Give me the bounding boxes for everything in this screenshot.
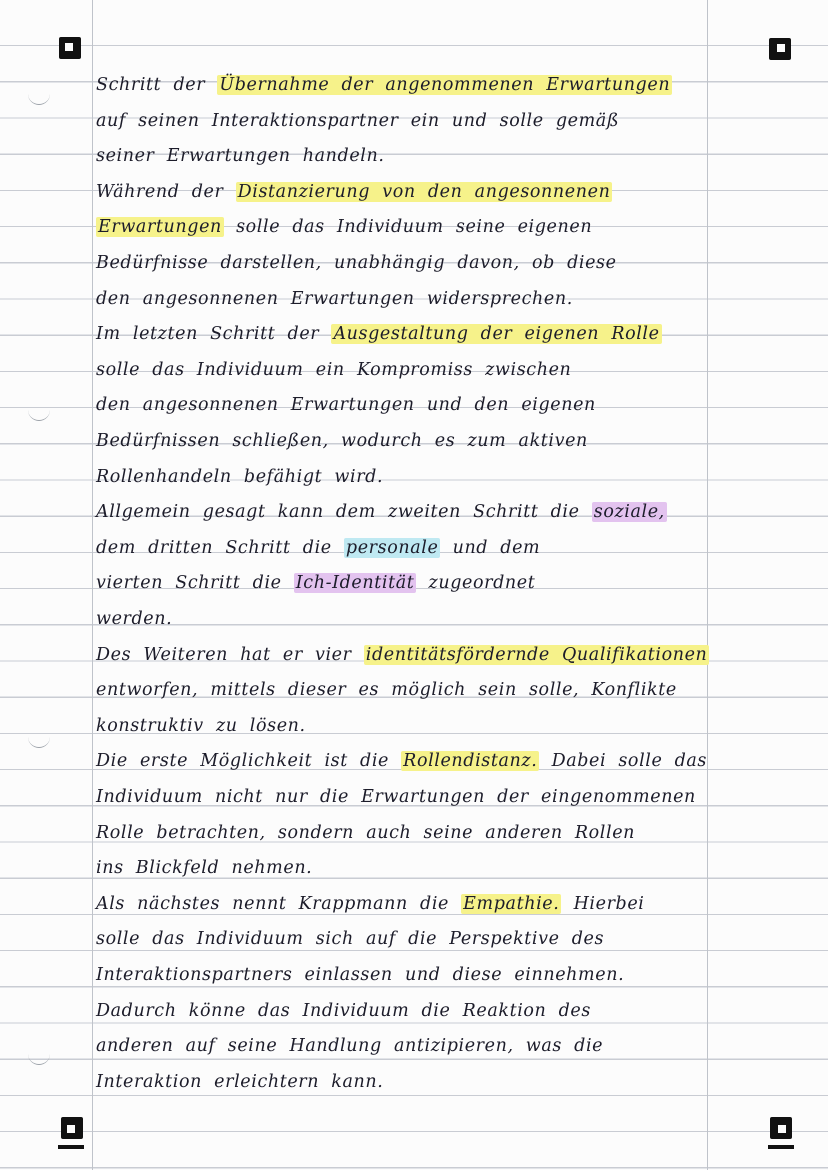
highlighted-term: Rollendistanz.	[403, 751, 538, 772]
text-segment: Rollenhandeln befähigt wird.	[96, 466, 384, 487]
text-line	[96, 426, 588, 456]
text-line	[96, 319, 662, 349]
text-segment: den angesonnenen Erwartungen und den eigenen	[96, 395, 596, 416]
text-line	[96, 248, 617, 278]
text-line	[96, 1067, 383, 1097]
corner-marker-bottom-right-icon	[770, 1117, 792, 1139]
text-line	[96, 1031, 603, 1061]
text-line	[96, 355, 571, 385]
right-margin-line	[707, 0, 708, 1170]
left-margin-line	[92, 0, 93, 1170]
text-line	[96, 106, 619, 136]
text-segment: und dem	[440, 537, 541, 558]
text-segment: Schritt der	[96, 75, 218, 95]
text-line	[96, 604, 172, 634]
text-segment: Interaktionspartners einlassen und diese einnehmen.	[96, 965, 625, 985]
text-segment: solle das Individuum seine eigenen	[223, 217, 593, 238]
text-segment: Im letzten Schritt der	[96, 324, 332, 345]
text-segment: Hierbei	[561, 893, 645, 914]
text-segment: Rolle betrachten, sondern auch seine anderen Rollen	[96, 822, 636, 843]
text-segment: Bedürfnissen schließen, wodurch es zum aktiven	[96, 431, 588, 451]
text-segment: anderen auf seine Handlung antizipieren, was die	[96, 1036, 604, 1057]
text-segment: Des Weiteren hat er vier	[96, 644, 364, 665]
punch-hole	[28, 1052, 50, 1065]
corner-bar-left	[58, 1145, 84, 1149]
text-segment: auf seinen Interaktionspartner ein und solle gemäß	[96, 110, 620, 131]
highlighted-term: personale	[345, 537, 439, 558]
highlighted-term: Empathie.	[463, 893, 560, 914]
highlighted-term: Ich-Identität	[295, 573, 415, 594]
text-segment: Dabei solle das	[539, 751, 707, 772]
text-line	[96, 390, 596, 420]
text-line	[96, 70, 672, 100]
text-line	[96, 711, 306, 741]
text-segment: Die erste Möglichkeit ist die	[96, 751, 402, 772]
text-segment: konstruktiv zu lösen.	[96, 715, 306, 736]
text-line	[96, 568, 535, 598]
punch-hole	[28, 92, 50, 105]
highlighted-term: Distanzierung von den angesonnenen	[237, 181, 611, 202]
text-segment: werden.	[96, 609, 173, 629]
text-line	[96, 746, 707, 776]
highlighted-term: Ausgestaltung der eigenen Rolle	[333, 324, 660, 345]
text-segment: dem dritten Schritt die	[96, 537, 344, 558]
punch-hole	[28, 735, 50, 748]
text-segment: Während der	[96, 181, 236, 202]
text-segment: Interaktion erleichtern kann.	[96, 1071, 384, 1092]
text-line	[96, 640, 709, 670]
punch-holes	[0, 0, 60, 1170]
highlighted-term: soziale,	[593, 502, 665, 523]
corner-bar-right	[768, 1145, 794, 1149]
text-segment: solle das Individuum ein Kompromiss zwischen	[96, 359, 572, 380]
text-line	[96, 960, 624, 990]
text-line	[96, 284, 573, 314]
text-segment: zugeordnet	[416, 573, 536, 594]
text-line	[96, 462, 383, 492]
text-line	[96, 924, 604, 954]
corner-marker-bottom-left-icon	[61, 1117, 83, 1139]
text-line	[96, 141, 385, 171]
highlighted-term: identitätsfördernde Qualifikationen	[365, 644, 708, 665]
text-segment: vierten Schritt die	[96, 573, 294, 594]
text-line	[96, 177, 612, 207]
highlighted-term: Übernahme der angenommenen Erwartungen	[219, 75, 671, 95]
text-line	[96, 675, 677, 705]
punch-hole	[28, 408, 50, 421]
text-segment: Allgemein gesagt kann dem zweiten Schritt die	[96, 502, 592, 523]
text-line	[96, 818, 635, 848]
text-line	[96, 533, 540, 563]
text-segment: entworfen, mittels dieser es möglich sein solle, Konflikte	[96, 680, 677, 701]
text-segment: Dadurch könne das Individuum die Reaktion des	[96, 1000, 591, 1021]
text-segment: Individuum nicht nur die Erwartungen der eingenommenen	[96, 787, 696, 807]
text-segment: seiner Erwartungen handeln.	[96, 146, 385, 167]
text-segment: ins Blickfeld nehmen.	[96, 858, 313, 879]
corner-marker-top-left-icon	[59, 37, 81, 59]
text-line	[96, 996, 591, 1026]
text-segment: Bedürfnisse darstellen, unabhängig davon, ob diese	[96, 253, 617, 273]
text-line	[96, 889, 645, 919]
text-line	[96, 212, 592, 242]
text-segment: solle das Individuum sich auf die Perspektive des	[96, 929, 605, 950]
text-line	[96, 853, 312, 883]
text-segment: den angesonnenen Erwartungen widersprechen.	[96, 288, 573, 309]
text-line	[96, 782, 696, 812]
highlighted-term: Erwartungen	[98, 217, 222, 238]
text-segment: Als nächstes nennt Krappmann die	[96, 893, 462, 914]
text-line	[96, 497, 667, 527]
corner-marker-top-right-icon	[769, 38, 791, 60]
